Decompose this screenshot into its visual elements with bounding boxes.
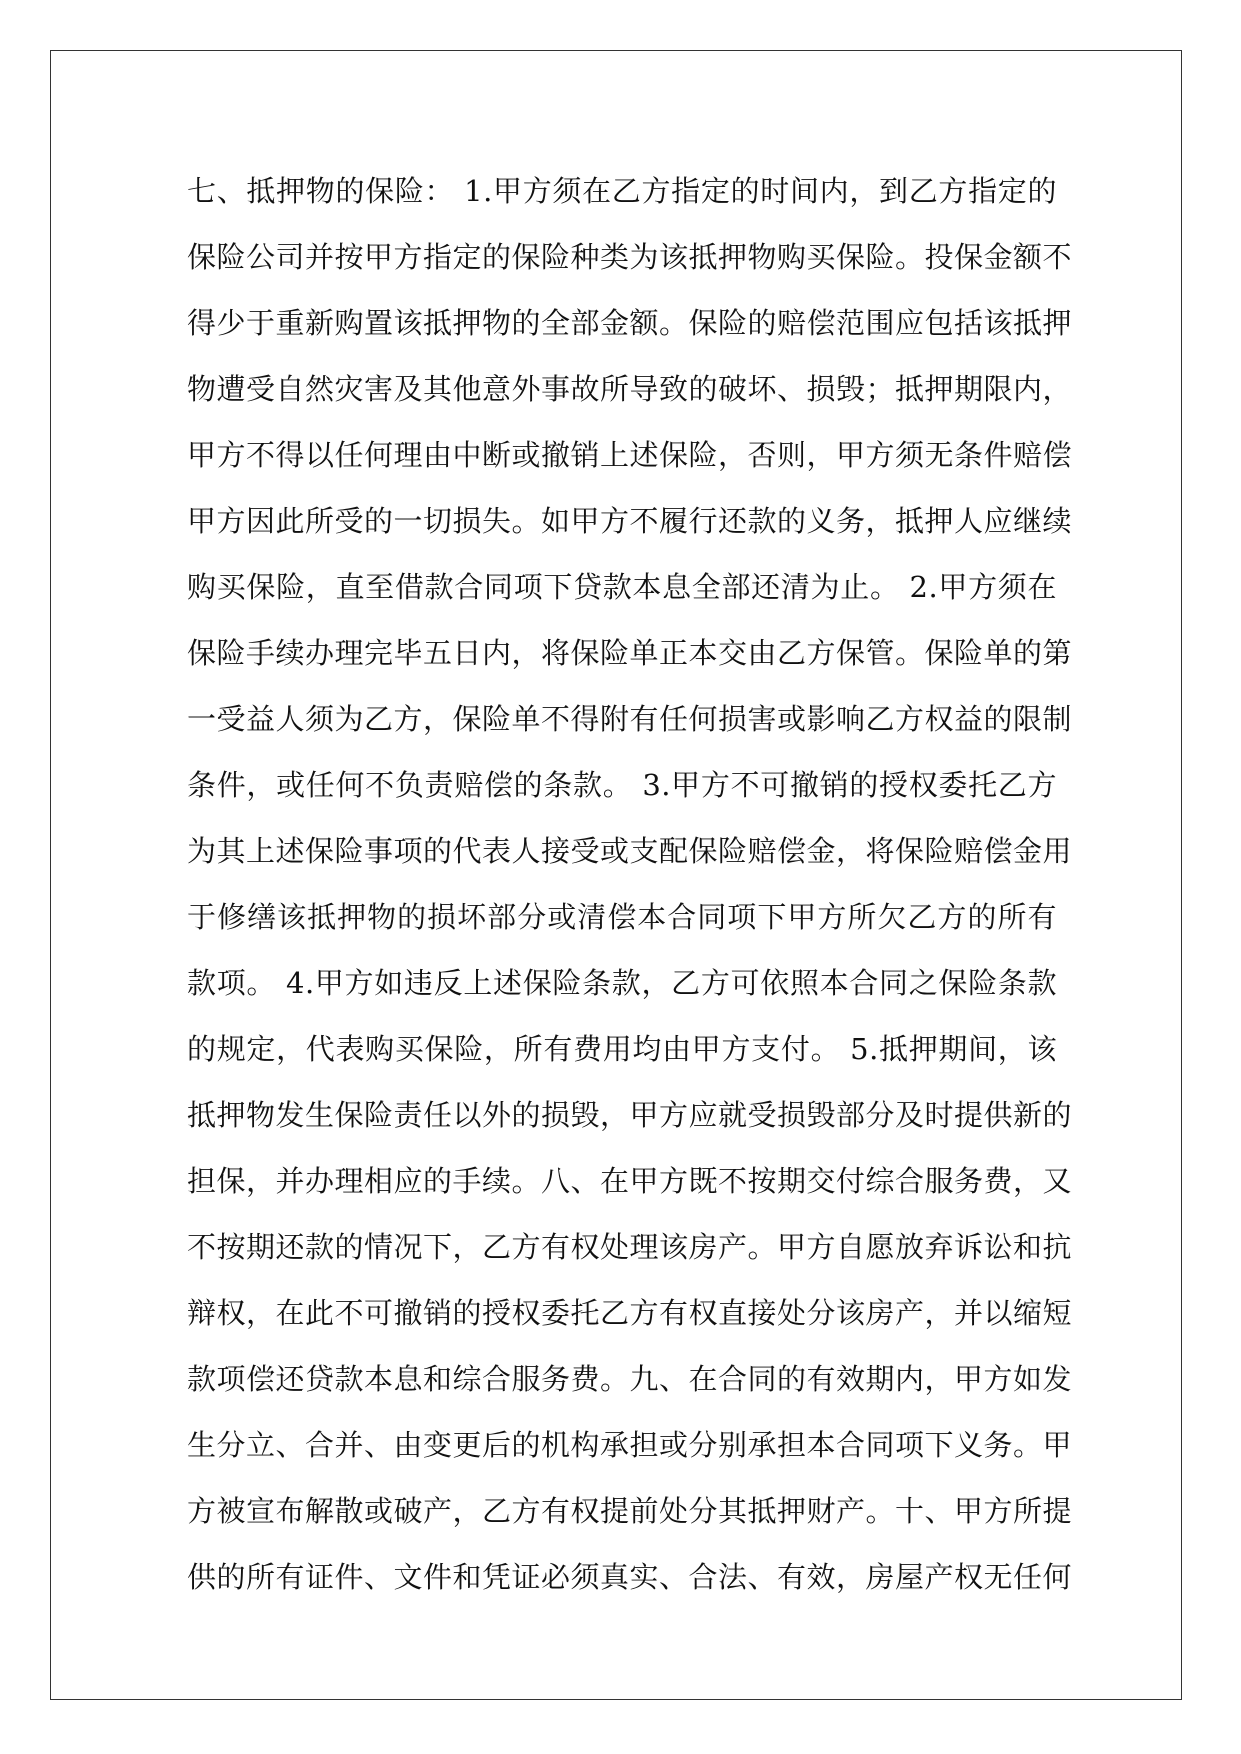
- text-line-8: 保险手续办理完毕五日内，将保险单正本交由乙方保管。保险单的第: [187, 635, 1073, 670]
- text-line-21: 方被宣布解散或破产，乙方有权提前处分其抵押财产。十、甲方所提: [187, 1493, 1073, 1528]
- text-line-5: 甲方不得以任何理由中断或撤销上述保险，否则，甲方须无条件赔偿: [187, 437, 1073, 472]
- text-line-2: 保险公司并按甲方指定的保险种类为该抵押物购买保险。投保金额不: [187, 239, 1073, 274]
- text-line-14: 的规定，代表购买保险，所有费用均由甲方支付。 5.抵押期间，该: [187, 1031, 1057, 1066]
- text-line-11: 为其上述保险事项的代表人接受或支配保险赔偿金，将保险赔偿金用: [187, 833, 1073, 868]
- text-line-15: 抵押物发生保险责任以外的损毁，甲方应就受损毁部分及时提供新的: [187, 1097, 1073, 1132]
- text-line-13: 款项。 4.甲方如违反上述保险条款，乙方可依照本合同之保险条款: [187, 965, 1057, 1000]
- text-line-19: 款项偿还贷款本息和综合服务费。九、在合同的有效期内，甲方如发: [187, 1361, 1073, 1396]
- text-line-10: 条件，或任何不负责赔偿的条款。 3.甲方不可撤销的授权委托乙方: [187, 767, 1057, 802]
- text-line-9: 一受益人须为乙方，保险单不得附有任何损害或影响乙方权益的限制: [187, 701, 1073, 736]
- text-line-20: 生分立、合并、由变更后的机构承担或分别承担本合同项下义务。甲: [187, 1427, 1073, 1462]
- text-line-22: 供的所有证件、文件和凭证必须真实、合法、有效，房屋产权无任何: [187, 1559, 1073, 1594]
- text-line-4: 物遭受自然灾害及其他意外事故所导致的破坏、损毁；抵押期限内，: [187, 371, 1073, 406]
- document-body: [187, 156, 1073, 1608]
- text-line-18: 辩权，在此不可撤销的授权委托乙方有权直接处分该房产，并以缩短: [187, 1295, 1073, 1330]
- text-line-7: 购买保险，直至借款合同项下贷款本息全部还清为止。 2.甲方须在: [187, 569, 1057, 604]
- text-line-6: 甲方因此所受的一切损失。如甲方不履行还款的义务，抵押人应继续: [187, 503, 1073, 538]
- text-line-16: 担保，并办理相应的手续。八、在甲方既不按期交付综合服务费，又: [187, 1163, 1073, 1198]
- text-line-1: 七、抵押物的保险： 1.甲方须在乙方指定的时间内，到乙方指定的: [187, 173, 1057, 208]
- text-line-3: 得少于重新购置该抵押物的全部金额。保险的赔偿范围应包括该抵押: [187, 305, 1073, 340]
- text-line-17: 不按期还款的情况下，乙方有权处理该房产。甲方自愿放弃诉讼和抗: [187, 1229, 1073, 1264]
- text-line-12: 于修缮该抵押物的损坏部分或清偿本合同项下甲方所欠乙方的所有: [187, 899, 1057, 934]
